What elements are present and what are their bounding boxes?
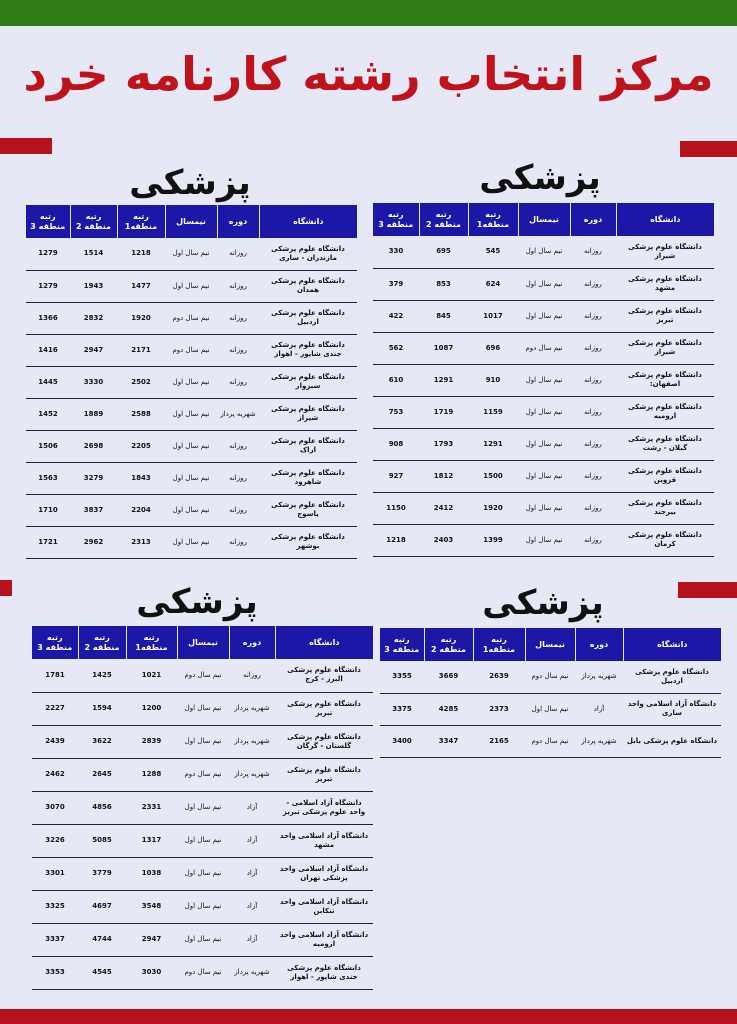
semester-cell: نیم سال اول: [177, 890, 229, 923]
table-row: [32, 692, 373, 725]
semester-cell: نیم سال اول: [165, 366, 217, 398]
table-row: [26, 430, 357, 462]
rank-region3-cell: 1710: [26, 494, 70, 526]
semester-cell: نیم سال اول: [177, 692, 229, 725]
program-cell: آزاد: [575, 693, 623, 725]
column-header: رتبه منطقه1: [126, 626, 177, 659]
program-cell: روزانه: [570, 268, 616, 300]
column-header: رتبه منطقه 2: [70, 205, 117, 238]
program-cell: روزانه: [217, 238, 259, 270]
rank-region2-cell: 3330: [70, 366, 117, 398]
semester-cell: نیم سال اول: [525, 693, 575, 725]
accent-bar-mid-right: [678, 582, 737, 598]
rank-region1-cell: 1200: [126, 692, 177, 725]
university-cell: دانشگاه علوم پزشکی تبریز: [275, 692, 373, 725]
semester-cell: نیم سال اول: [165, 462, 217, 494]
rank-region2-cell: 5085: [78, 824, 126, 857]
rank-region3-cell: 908: [373, 428, 419, 460]
rank-region2-cell: 4545: [78, 956, 126, 989]
program-cell: روزانه: [217, 334, 259, 366]
semester-cell: نیم سال دوم: [165, 334, 217, 366]
university-cell: دانشگاه علوم پزشکی اصفهان:: [616, 364, 714, 396]
column-header: نیمسال: [525, 628, 575, 661]
semester-cell: نیم سال اول: [177, 857, 229, 890]
program-cell: شهریه پرداز: [229, 956, 275, 989]
semester-cell: نیم سال اول: [165, 270, 217, 302]
university-cell: دانشگاه علوم پزشکی بابل: [623, 725, 721, 757]
table-row: [373, 268, 714, 300]
rank-region2-cell: 4856: [78, 791, 126, 824]
semester-cell: نیم سال دوم: [177, 659, 229, 692]
rank-region3-cell: 2227: [32, 692, 78, 725]
column-header: رتبه منطقه1: [468, 203, 518, 236]
table-row: [26, 302, 357, 334]
rank-region1-cell: 1017: [468, 300, 518, 332]
university-cell: دانشگاه علوم پزشکی بیرجند: [616, 492, 714, 524]
university-cell: دانشگاه علوم پزشکی ارومیه: [616, 396, 714, 428]
program-cell: روزانه: [570, 396, 616, 428]
rank-region3-cell: 3226: [32, 824, 78, 857]
program-cell: روزانه: [570, 492, 616, 524]
semester-cell: نیم سال اول: [518, 364, 570, 396]
rank-region1-cell: 1159: [468, 396, 518, 428]
semester-cell: نیم سال اول: [518, 268, 570, 300]
column-header: دوره: [217, 205, 259, 238]
program-cell: روزانه: [570, 428, 616, 460]
semester-cell: نیم سال اول: [165, 238, 217, 270]
rank-region2-cell: 1812: [419, 460, 468, 492]
rank-region1-cell: 1843: [117, 462, 165, 494]
rank-region3-cell: 330: [373, 236, 419, 268]
rank-region1-cell: 2839: [126, 725, 177, 758]
table-row: [26, 398, 357, 430]
program-cell: روزانه: [217, 366, 259, 398]
university-cell: دانشگاه علوم پزشکی جندی شاپور - اهواز: [275, 956, 373, 989]
rank-region1-cell: 1477: [117, 270, 165, 302]
table-row: [373, 428, 714, 460]
column-header: دانشگاه: [259, 205, 357, 238]
rank-region1-cell: 2373: [473, 693, 525, 725]
program-cell: روزانه: [217, 526, 259, 558]
semester-cell: نیم سال اول: [165, 526, 217, 558]
program-cell: شهریه پرداز: [575, 725, 623, 757]
program-cell: آزاد: [229, 791, 275, 824]
rank-region2-cell: 4285: [424, 693, 473, 725]
program-cell: روزانه: [570, 364, 616, 396]
rank-region1-cell: 3030: [126, 956, 177, 989]
rank-region3-cell: 1150: [373, 492, 419, 524]
rank-region1-cell: 2502: [117, 366, 165, 398]
table-row: [32, 758, 373, 791]
semester-cell: نیم سال دوم: [165, 302, 217, 334]
rank-region2-cell: 1291: [419, 364, 468, 396]
semester-cell: نیم سال دوم: [518, 332, 570, 364]
semester-cell: نیم سال اول: [177, 725, 229, 758]
rank-region1-cell: 2205: [117, 430, 165, 462]
university-cell: دانشگاه علوم پزشکی همدان: [259, 270, 357, 302]
university-cell: دانشگاه علوم پزشکی مشهد: [616, 268, 714, 300]
column-header: رتبه منطقه 3: [32, 626, 78, 659]
rank-region3-cell: 1452: [26, 398, 70, 430]
accent-bar-mid-left: [0, 580, 12, 596]
rank-region1-cell: 1288: [126, 758, 177, 791]
university-cell: دانشگاه علوم پزشکی البرز - کرج: [275, 659, 373, 692]
rank-region1-cell: 2947: [126, 923, 177, 956]
rank-region3-cell: 422: [373, 300, 419, 332]
program-cell: روزانه: [570, 236, 616, 268]
university-cell: دانشگاه علوم پزشکی اردبیل: [623, 661, 721, 693]
column-header: دانشگاه: [616, 203, 714, 236]
semester-cell: نیم سال اول: [518, 524, 570, 556]
table-row: [32, 824, 373, 857]
table-row: [373, 524, 714, 556]
rank-region1-cell: 624: [468, 268, 518, 300]
rank-region1-cell: 3548: [126, 890, 177, 923]
page-title: مرکز انتخاب رشته کارنامه خرد: [23, 47, 714, 101]
ranking-table: [373, 203, 714, 557]
rank-region1-cell: 2204: [117, 494, 165, 526]
table-row: [26, 462, 357, 494]
table-row: [32, 725, 373, 758]
university-cell: دانشگاه علوم پزشکی شیراز: [616, 332, 714, 364]
rank-region2-cell: 2962: [70, 526, 117, 558]
rank-region1-cell: 1920: [468, 492, 518, 524]
section-heading: پزشکی: [479, 158, 601, 198]
rank-region1-cell: 2171: [117, 334, 165, 366]
table-row: [373, 460, 714, 492]
column-header: رتبه منطقه 2: [78, 626, 126, 659]
rank-region3-cell: 3375: [380, 693, 424, 725]
table-row: [32, 956, 373, 989]
rank-region1-cell: 1317: [126, 824, 177, 857]
program-cell: آزاد: [229, 923, 275, 956]
rank-region1-cell: 910: [468, 364, 518, 396]
rank-region3-cell: 1563: [26, 462, 70, 494]
rank-region3-cell: 753: [373, 396, 419, 428]
column-header: دوره: [575, 628, 623, 661]
table-row: [373, 364, 714, 396]
table-row: [26, 270, 357, 302]
rank-region3-cell: 379: [373, 268, 419, 300]
program-cell: روزانه: [229, 659, 275, 692]
column-header: نیمسال: [165, 205, 217, 238]
rank-region3-cell: 1366: [26, 302, 70, 334]
rank-region1-cell: 2639: [473, 661, 525, 693]
rank-region2-cell: 1087: [419, 332, 468, 364]
rank-region2-cell: 3279: [70, 462, 117, 494]
column-header: رتبه منطقه1: [117, 205, 165, 238]
column-header: نیمسال: [518, 203, 570, 236]
rank-region3-cell: 3355: [380, 661, 424, 693]
rank-region2-cell: 1719: [419, 396, 468, 428]
program-cell: شهریه پرداز: [217, 398, 259, 430]
university-cell: دانشگاه آزاد اسلامی واحد ساری: [623, 693, 721, 725]
rank-region3-cell: 3353: [32, 956, 78, 989]
column-header: دانشگاه: [623, 628, 721, 661]
column-header: رتبه منطقه 2: [419, 203, 468, 236]
rank-region2-cell: 1793: [419, 428, 468, 460]
table-row: [380, 725, 721, 757]
semester-cell: نیم سال دوم: [525, 661, 575, 693]
rank-region1-cell: 1291: [468, 428, 518, 460]
rank-region3-cell: 1445: [26, 366, 70, 398]
university-cell: دانشگاه علوم پزشکی گلستان - گرگان: [275, 725, 373, 758]
rank-region2-cell: 2645: [78, 758, 126, 791]
table-row: [373, 396, 714, 428]
section-heading: پزشکی: [482, 583, 604, 623]
program-cell: شهریه پرداز: [229, 758, 275, 791]
rank-region2-cell: 2403: [419, 524, 468, 556]
rank-region1-cell: 2588: [117, 398, 165, 430]
program-cell: شهریه پرداز: [575, 661, 623, 693]
rank-region2-cell: 2698: [70, 430, 117, 462]
semester-cell: نیم سال اول: [518, 300, 570, 332]
program-cell: روزانه: [570, 332, 616, 364]
university-cell: دانشگاه آزاد اسلامی - واحد علوم پزشکی تبریز: [275, 791, 373, 824]
university-cell: دانشگاه علوم پزشکی جندی شاپور - اهواز: [259, 334, 357, 366]
rank-region3-cell: 1416: [26, 334, 70, 366]
program-cell: روزانه: [217, 462, 259, 494]
program-cell: آزاد: [229, 824, 275, 857]
program-cell: روزانه: [217, 430, 259, 462]
program-cell: روزانه: [217, 494, 259, 526]
university-cell: دانشگاه آزاد اسلامی واحد تنکابن: [275, 890, 373, 923]
rank-region2-cell: 695: [419, 236, 468, 268]
semester-cell: نیم سال اول: [165, 430, 217, 462]
column-header: رتبه منطقه 3: [26, 205, 70, 238]
university-cell: دانشگاه علوم پزشکی گیلان - رشت: [616, 428, 714, 460]
university-cell: دانشگاه علوم پزشکی شاهرود: [259, 462, 357, 494]
rank-region2-cell: 4697: [78, 890, 126, 923]
rank-region2-cell: 1425: [78, 659, 126, 692]
rank-region3-cell: 1506: [26, 430, 70, 462]
university-cell: دانشگاه آزاد اسلامی واحد مشهد: [275, 824, 373, 857]
semester-cell: نیم سال دوم: [177, 758, 229, 791]
university-cell: دانشگاه علوم پزشکی کرمان: [616, 524, 714, 556]
rank-region1-cell: 696: [468, 332, 518, 364]
column-header: دوره: [570, 203, 616, 236]
column-header: دوره: [229, 626, 275, 659]
rank-region3-cell: 3325: [32, 890, 78, 923]
rank-region1-cell: 1399: [468, 524, 518, 556]
rank-region1-cell: 1021: [126, 659, 177, 692]
semester-cell: نیم سال اول: [518, 460, 570, 492]
ranking-table: [380, 628, 721, 758]
rank-region2-cell: 1514: [70, 238, 117, 270]
rank-region2-cell: 1594: [78, 692, 126, 725]
semester-cell: نیم سال اول: [165, 494, 217, 526]
rank-region3-cell: 2439: [32, 725, 78, 758]
rank-region2-cell: 3669: [424, 661, 473, 693]
university-cell: دانشگاه علوم پزشکی سبزوار: [259, 366, 357, 398]
university-cell: دانشگاه علوم پزشکی قزوین: [616, 460, 714, 492]
program-cell: روزانه: [570, 524, 616, 556]
university-cell: دانشگاه علوم پزشکی شیراز: [259, 398, 357, 430]
rank-region2-cell: 2947: [70, 334, 117, 366]
table-row: [373, 492, 714, 524]
university-cell: دانشگاه آزاد اسلامی واحد ارومیه: [275, 923, 373, 956]
rank-region2-cell: 2412: [419, 492, 468, 524]
program-cell: آزاد: [229, 857, 275, 890]
semester-cell: نیم سال اول: [177, 824, 229, 857]
program-cell: روزانه: [217, 270, 259, 302]
rank-region2-cell: 2832: [70, 302, 117, 334]
rank-region1-cell: 2165: [473, 725, 525, 757]
table-row: [26, 334, 357, 366]
university-cell: دانشگاه علوم پزشکی شیراز: [616, 236, 714, 268]
accent-bar-top-left: [0, 138, 52, 154]
rank-region1-cell: 2313: [117, 526, 165, 558]
rank-region1-cell: 1218: [117, 238, 165, 270]
program-cell: آزاد: [229, 890, 275, 923]
semester-cell: نیم سال اول: [518, 396, 570, 428]
ranking-table: [32, 626, 373, 990]
rank-region3-cell: 1279: [26, 270, 70, 302]
rank-region3-cell: 1781: [32, 659, 78, 692]
table-row: [373, 236, 714, 268]
rank-region3-cell: 610: [373, 364, 419, 396]
column-header: دانشگاه: [275, 626, 373, 659]
column-header: رتبه منطقه 2: [424, 628, 473, 661]
rank-region3-cell: 562: [373, 332, 419, 364]
rank-region3-cell: 3400: [380, 725, 424, 757]
column-header: رتبه منطقه1: [473, 628, 525, 661]
rank-region1-cell: 1920: [117, 302, 165, 334]
section-heading: پزشکی: [129, 163, 251, 203]
university-cell: دانشگاه علوم پزشکی مازندران - ساری: [259, 238, 357, 270]
semester-cell: نیم سال دوم: [525, 725, 575, 757]
program-cell: روزانه: [570, 300, 616, 332]
semester-cell: نیم سال اول: [177, 791, 229, 824]
rank-region3-cell: 1279: [26, 238, 70, 270]
ranking-table: [26, 205, 357, 559]
rank-region1-cell: 2331: [126, 791, 177, 824]
table-row: [32, 923, 373, 956]
rank-region3-cell: 3337: [32, 923, 78, 956]
university-cell: دانشگاه علوم پزشکی یاسوج: [259, 494, 357, 526]
semester-cell: نیم سال اول: [518, 428, 570, 460]
table-row: [26, 238, 357, 270]
table-row: [26, 366, 357, 398]
column-header: رتبه منطقه 3: [373, 203, 419, 236]
accent-bar-top-right: [680, 141, 737, 157]
rank-region2-cell: 1943: [70, 270, 117, 302]
rank-region1-cell: 1038: [126, 857, 177, 890]
program-cell: شهریه پرداز: [229, 692, 275, 725]
university-cell: دانشگاه علوم پزشکی اراک: [259, 430, 357, 462]
rank-region1-cell: 545: [468, 236, 518, 268]
rank-region2-cell: 845: [419, 300, 468, 332]
table-row: [32, 791, 373, 824]
rank-region3-cell: 2462: [32, 758, 78, 791]
rank-region2-cell: 853: [419, 268, 468, 300]
table-row: [32, 890, 373, 923]
university-cell: دانشگاه علوم پزشکی اردبیل: [259, 302, 357, 334]
rank-region3-cell: 3301: [32, 857, 78, 890]
column-header: رتبه منطقه 3: [380, 628, 424, 661]
rank-region3-cell: 1218: [373, 524, 419, 556]
semester-cell: نیم سال اول: [518, 236, 570, 268]
semester-cell: نیم سال دوم: [177, 956, 229, 989]
rank-region3-cell: 927: [373, 460, 419, 492]
bottom-red-band: [0, 1009, 737, 1024]
table-row: [32, 659, 373, 692]
table-row: [373, 332, 714, 364]
university-cell: دانشگاه علوم پزشکی تبریز: [275, 758, 373, 791]
program-cell: روزانه: [570, 460, 616, 492]
university-cell: دانشگاه علوم پزشکی بوشهر: [259, 526, 357, 558]
semester-cell: نیم سال اول: [165, 398, 217, 430]
section-heading: پزشکی: [136, 582, 258, 622]
semester-cell: نیم سال اول: [177, 923, 229, 956]
rank-region2-cell: 3622: [78, 725, 126, 758]
rank-region2-cell: 1889: [70, 398, 117, 430]
university-cell: دانشگاه علوم پزشکی تبریز: [616, 300, 714, 332]
table-row: [26, 526, 357, 558]
rank-region3-cell: 1721: [26, 526, 70, 558]
rank-region2-cell: 3779: [78, 857, 126, 890]
program-cell: روزانه: [217, 302, 259, 334]
table-row: [26, 494, 357, 526]
rank-region2-cell: 3837: [70, 494, 117, 526]
semester-cell: نیم سال اول: [518, 492, 570, 524]
rank-region2-cell: 4744: [78, 923, 126, 956]
table-row: [380, 661, 721, 693]
rank-region2-cell: 3347: [424, 725, 473, 757]
program-cell: شهریه پرداز: [229, 725, 275, 758]
university-cell: دانشگاه آزاد اسلامی واحد پزشکی تهران: [275, 857, 373, 890]
rank-region3-cell: 3070: [32, 791, 78, 824]
rank-region1-cell: 1500: [468, 460, 518, 492]
table-row: [380, 693, 721, 725]
column-header: نیمسال: [177, 626, 229, 659]
table-row: [32, 857, 373, 890]
top-green-band: [0, 0, 737, 26]
table-row: [373, 300, 714, 332]
